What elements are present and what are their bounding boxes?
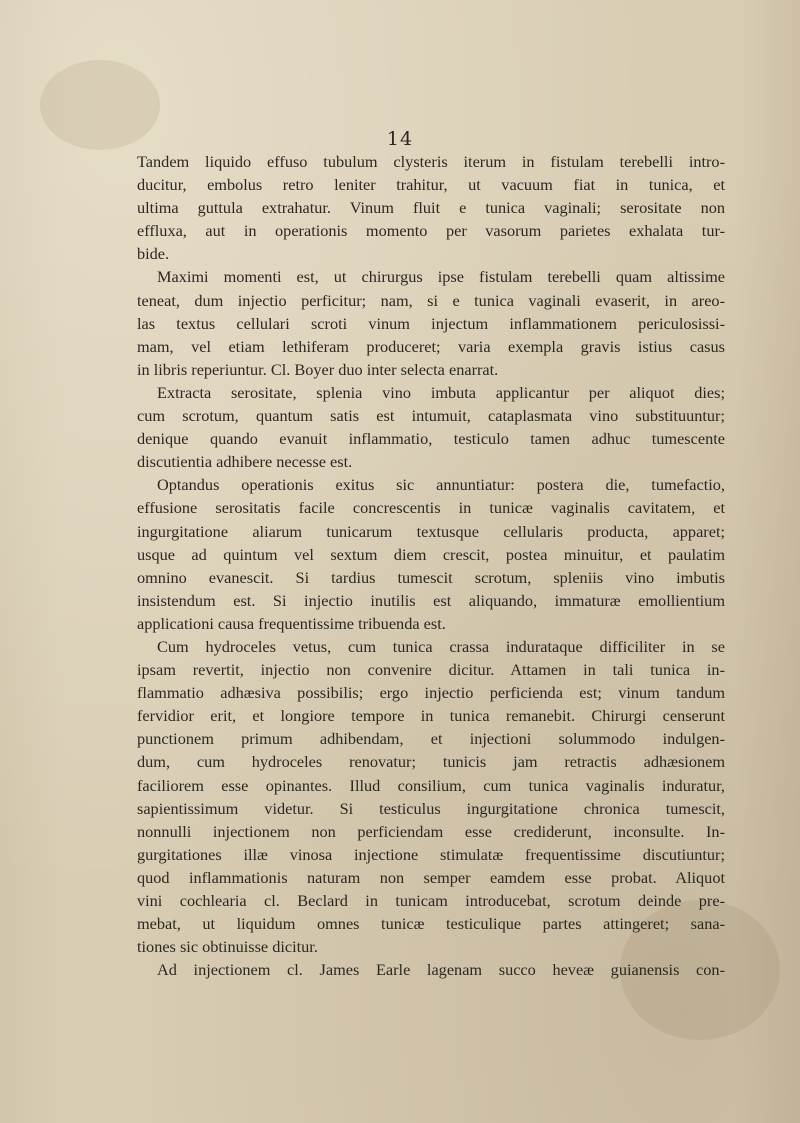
text-line: teneat, dum injectio perficitur; nam, si e tunica vaginali evaserit, in areo- (137, 290, 725, 310)
text-line: Optandus operationis exitus sic annuntiatur: postera die, tumefactio, (157, 475, 725, 495)
text-line: fervidior erit, et longiore tempore in tunica remanebit. Chirurgi censerunt (137, 706, 725, 726)
text-line: ultima guttula extrahatur. Vinum fluit e tunica vaginali; serositate non (137, 198, 725, 218)
text-line: las textus cellulari scroti vinum injectum inflammationem periculosissi- (137, 313, 725, 333)
text-line: Maximi momenti est, ut chirurgus ipse fistulam terebelli quam altissime (157, 267, 725, 287)
text-line: ipsam revertit, injectio non convenire dicitur. Attamen in tali tunica in- (137, 660, 725, 680)
page-number: 14 (386, 128, 414, 150)
text-line: applicationi causa frequentissime tribuenda est. (137, 613, 446, 633)
text-line: cum scrotum, quantum satis est intumuit, cataplasmata vino substituuntur; (137, 406, 725, 426)
body-text (137, 150, 725, 981)
text-line: faciliorem esse opinantes. Illud consilium, cum tunica vaginalis induratur, (137, 775, 725, 795)
text-line: ingurgitatione aliarum tunicarum textusque cellularis producta, apparet; (137, 521, 725, 541)
text-line: vini cochlearia cl. Beclard in tunicam introducebat, scrotum deinde pre- (137, 891, 725, 910)
text-line: omnino evanescit. Si tardius tumescit scrotum, spleniis vino imbutis (137, 567, 725, 587)
text-line: flammatio adhæsiva possibilis; ergo injectio perficienda est; vinum tandum (137, 683, 725, 703)
text-line: effusione serositatis facile concrescentis in tunicæ vaginalis cavitatem, et (137, 498, 725, 518)
text-line: usque ad quintum vel sextum diem crescit, postea minuitur, et paulatim (137, 544, 725, 564)
text-line: punctionem primum adhibendam, et injectioni solummodo indulgen- (137, 729, 725, 749)
text-line: ducitur, embolus retro leniter trahitur, ut vacuum fiat in tunica, et (137, 175, 725, 195)
text-line: Cum hydroceles vetus, cum tunica crassa indurataque difficiliter in se (157, 636, 725, 656)
text-line: gurgitationes illæ vinosa injectione stimulatæ frequentissime discutiuntur; (137, 844, 725, 864)
text-line: tiones sic obtinuisse dicitur. (137, 937, 318, 957)
text-line: quod inflammationis naturam non semper eamdem esse probat. Aliquot (137, 867, 725, 887)
text-line: Ad injectionem cl. James Earle lagenam succo heveæ guianensis con- (157, 960, 725, 980)
text-line: bide. (137, 244, 170, 264)
text-line: Tandem liquido effuso tubulum clysteris iterum in fistulam terebelli intro- (137, 152, 725, 171)
text-line: effluxa, aut in operationis momento per vasorum parietes exhalata tur- (137, 221, 725, 241)
text-line: denique quando evanuit inflammatio, testiculo tamen adhuc tumescente (137, 429, 725, 449)
text-line: mebat, ut liquidum omnes tunicæ testiculique partes attingeret; sana- (137, 914, 725, 934)
text-line: sapientissimum videtur. Si testiculus ingurgitatione chronica tumescit, (137, 798, 725, 818)
text-line: discutientia adhibere necesse est. (137, 452, 353, 472)
text-line: mam, vel etiam lethiferam produceret; varia exempla gravis istius casus (137, 336, 725, 356)
text-line: in libris reperiuntur. Cl. Boyer duo inter selecta enarrat. (137, 359, 499, 379)
text-line: Extracta serositate, splenia vino imbuta applicantur per aliquot dies; (157, 382, 725, 402)
text-line: nonnulli injectionem non perficiendam esse crediderunt, inconsulte. In- (137, 821, 725, 841)
text-line: dum, cum hydroceles renovatur; tunicis jam retractis adhæsionem (137, 752, 725, 772)
text-line: insistendum est. Si injectio inutilis est aliquando, immaturæ emollientium (137, 590, 725, 610)
